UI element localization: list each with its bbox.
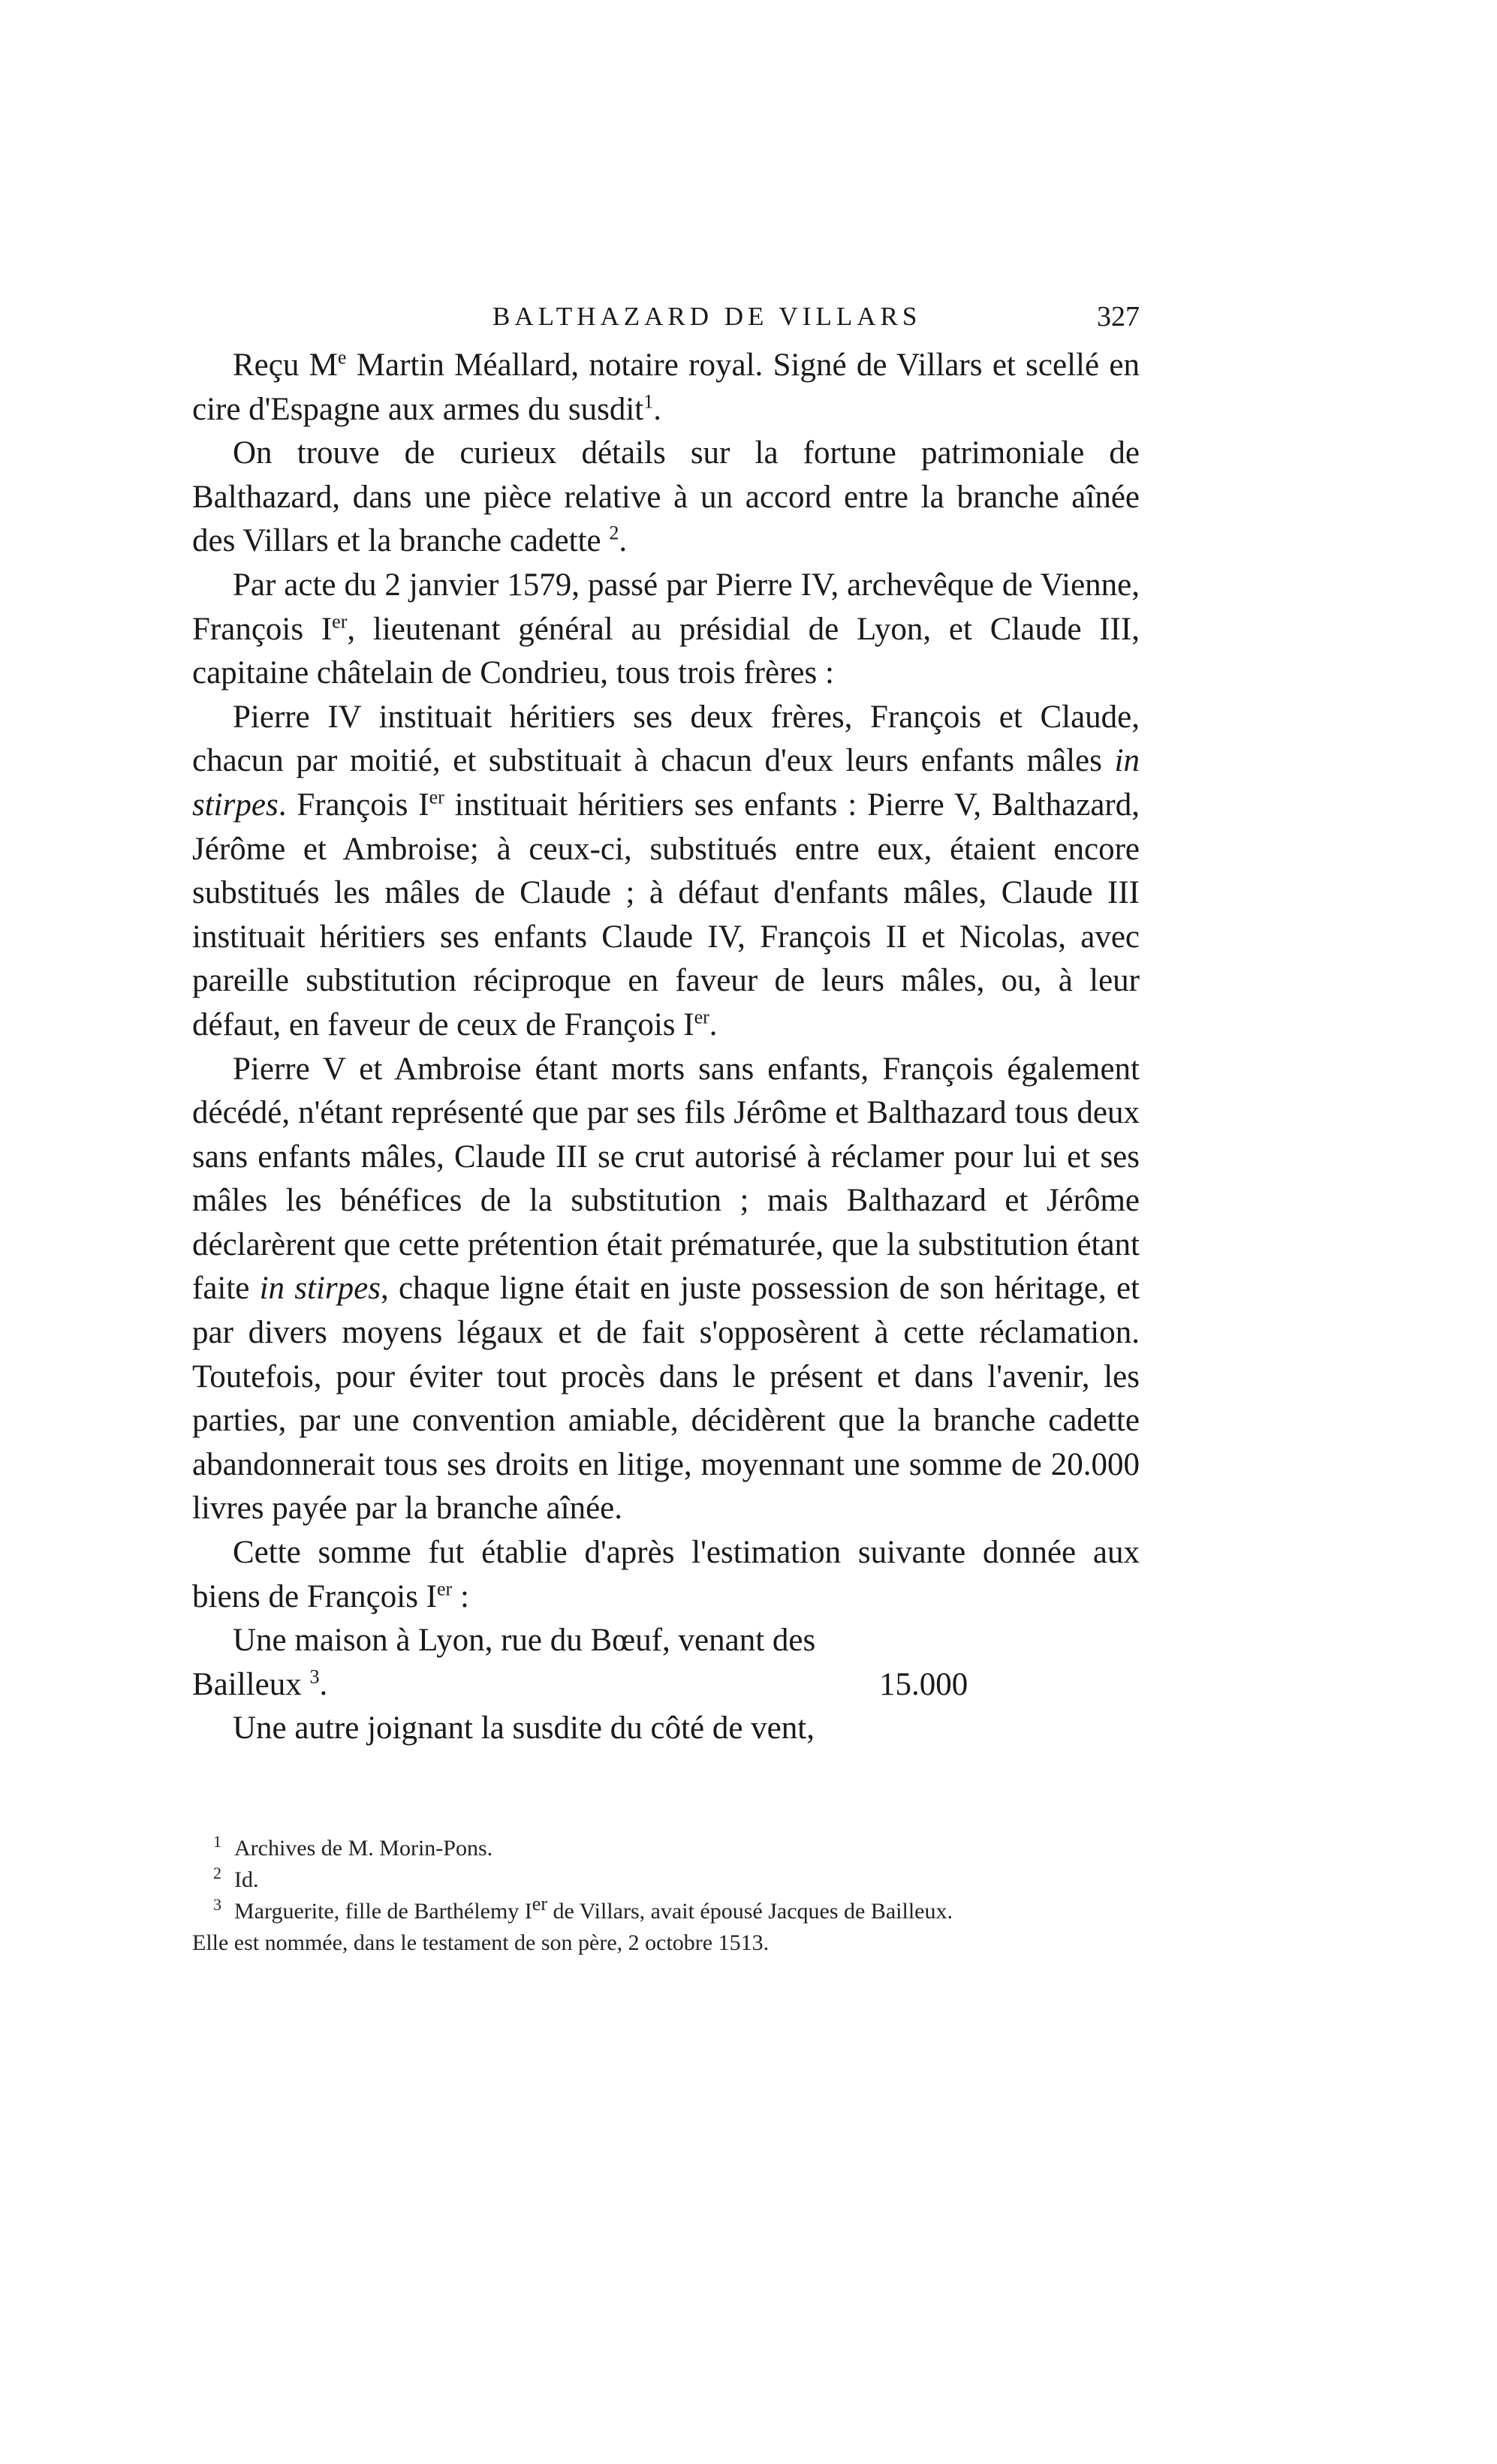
superscript-er: er bbox=[532, 1893, 547, 1915]
paragraph-1-text-a: Reçu M bbox=[233, 347, 338, 383]
footnote-3: 3 Marguerite, fille de Barthélemy Ier de Villars, avait épousé Jacques de Bailleux. bbox=[213, 1893, 953, 1924]
paragraph-5-text-b: , chaque ligne était en juste possession de son héritage, et par divers moyens légaux et de fait s'opposèrent à cette réclamation. Toutefois, pour éviter tout procès dans le présent et dans l'avenir, les parties, par une convention amiable, décidèrent que la branche cadette abandonnerait tous ses droits en litige, moyennant une somme de 20.000 livres payée par la branche aînée. bbox=[192, 1271, 1140, 1527]
paragraph-6-text-b: : bbox=[452, 1578, 469, 1614]
paragraph-1-text-c: . bbox=[653, 391, 661, 427]
paragraph-2 bbox=[192, 432, 1140, 564]
footnotes bbox=[192, 1833, 1140, 1959]
footnote-3-continued: Elle est nommée, dans le testament de son père, 2 octobre 1513. bbox=[192, 1930, 770, 1955]
superscript-maitre: e bbox=[337, 346, 347, 369]
footnote-3-text-a: Marguerite, fille de Barthélemy I bbox=[234, 1899, 532, 1924]
superscript-er: er bbox=[332, 610, 348, 633]
paragraph-5 bbox=[192, 1048, 1140, 1532]
footnote-1-text: Archives de M. Morin-Pons. bbox=[234, 1836, 493, 1861]
paragraph-1 bbox=[192, 344, 1140, 432]
footnote-1: 1 Archives de M. Morin-Pons. bbox=[213, 1832, 493, 1861]
estimate-item-1-text: Bailleux bbox=[192, 1666, 310, 1702]
footnote-2: 2 Id. bbox=[213, 1864, 259, 1892]
footnote-2-text: Id. bbox=[234, 1867, 259, 1892]
paragraph-5-text-a: Pierre V et Ambroise étant morts sans enfants, François également décédé, n'étant représenté que par ses fils Jérôme et Balthazard tous deux sans enfants mâles, Claude III se crut autorisé à réclamer pour lui et ses mâles les bénéfices de la substitution ; mais Balthazard et Jérôme déclarèrent que cette prétention était prématurée, que la substitution étant faite bbox=[192, 1051, 1140, 1307]
estimate-list bbox=[192, 1619, 1140, 1751]
estimate-item-1-amount: 15.000 bbox=[879, 1666, 968, 1702]
estimate-item-2-line-1: Une autre joignant la susdite du côté de vent, bbox=[233, 1710, 815, 1746]
footnote-ref-3: 3 bbox=[309, 1665, 320, 1688]
estimate-item-1-line-2 bbox=[192, 1663, 327, 1707]
superscript-er: er bbox=[694, 1006, 709, 1028]
paragraph-3 bbox=[192, 564, 1140, 696]
paragraph-6-text-a: Cette somme fut établie d'après l'estimation suivante donnée aux biens de François I bbox=[192, 1535, 1140, 1614]
paragraph-3-text-b: , lieutenant général au présidial de Lyon, et Claude III, capitaine châtelain de Condrieu, tous trois frères : bbox=[192, 611, 1140, 691]
body-text bbox=[192, 344, 1140, 1751]
footnote-3-text-b: de Villars, avait épousé Jacques de Bailleux. bbox=[547, 1899, 953, 1924]
paragraph-4 bbox=[192, 696, 1140, 1048]
footnote-ref-1: 1 bbox=[643, 390, 654, 413]
estimate-item-1-period: . bbox=[319, 1666, 328, 1702]
paragraph-1-text-b: Martin Méallard, notaire royal. Signé de Villars et scellé en cire d'Espagne aux armes du susdit bbox=[192, 347, 1140, 427]
paragraph-4-text-a: Pierre IV instituait héritiers ses deux frères, François et Claude, chacun par moitié, et substituait à chacun d'eux leurs enfants mâles bbox=[192, 699, 1140, 779]
paragraph-3-text-a: Par acte du 2 janvier 1579, passé par Pierre IV, archevêque de Vienne, François I bbox=[192, 567, 1140, 647]
paragraph-4-text-b: . François I bbox=[278, 787, 429, 823]
paragraph-2-text-a: On trouve de curieux détails sur la fortune patrimoniale de Balthazard, dans une pièce relative à un accord entre la branche aînée des Villars et la branche cadette bbox=[192, 435, 1140, 559]
running-title: BALTHAZARD DE VILLARS bbox=[492, 302, 922, 331]
page-number: 327 bbox=[1097, 301, 1140, 332]
italic-in-stirpes: in stirpes bbox=[192, 743, 1140, 823]
running-head bbox=[192, 294, 1140, 339]
estimate-item-1-line-1: Une maison à Lyon, rue du Bœuf, venant des bbox=[233, 1623, 816, 1659]
paragraph-6 bbox=[192, 1531, 1140, 1619]
superscript-er: er bbox=[429, 786, 444, 808]
italic-in-stirpes: in stirpes bbox=[259, 1271, 381, 1307]
superscript-er: er bbox=[437, 1578, 453, 1600]
paragraph-4-text-d: . bbox=[709, 1006, 718, 1042]
paragraph-2-text-b: . bbox=[619, 523, 628, 559]
footnote-ref-2: 2 bbox=[609, 522, 619, 545]
paragraph-4-text-c: instituait héritiers ses enfants : Pierre V, Balthazard, Jérôme et Ambroise; à ceux-ci, substitués entre eux, étaient encore substitués les mâles de Claude ; à défaut d'enfants mâles, Claude III instituait héritiers ses enfants Claude IV, François II et Nicolas, avec pareille substitution réciproque en faveur de leurs mâles, ou, à leur défaut, en faveur de ceux de François I bbox=[192, 787, 1140, 1042]
